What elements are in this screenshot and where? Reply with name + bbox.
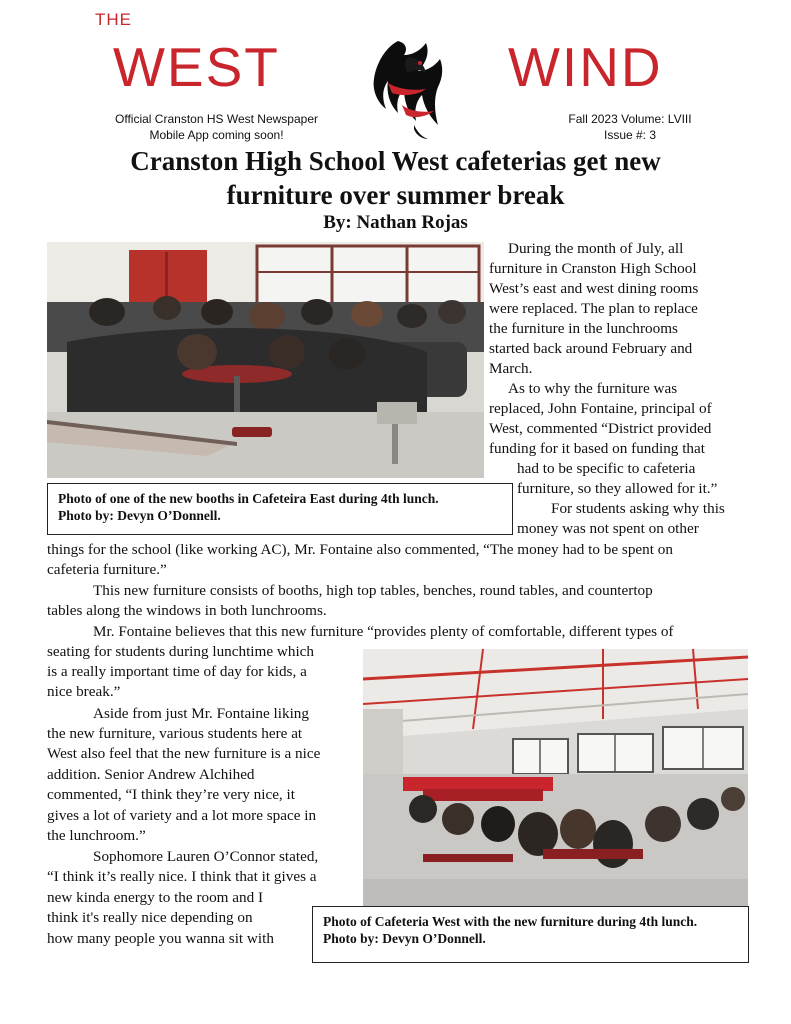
article-byline: By: Nathan Rojas (323, 212, 468, 233)
photo2-caption-credit: Photo by: Devyn O’Donnell. (323, 931, 486, 946)
masthead-left-meta (104, 111, 329, 143)
masthead-west: WEST (113, 36, 280, 98)
hawk-logo-icon (368, 33, 448, 141)
body-line: think it's really nice depending on (47, 909, 253, 926)
volume-label: Fall 2023 Volume: LVIII (568, 112, 692, 126)
body-line: tables along the windows in both lunchrooms. (47, 602, 327, 619)
masthead-the: THE (95, 10, 132, 29)
body-line: nice break.” (47, 683, 121, 700)
photo1-caption-title: Photo of one of the new booths in Cafeteira East during 4th lunch. (58, 491, 439, 506)
body-line: cafeteria furniture.” (47, 561, 167, 578)
body-line: were replaced. The plan to replace (489, 300, 698, 317)
body-line: During the month of July, all (508, 240, 684, 257)
article-headline (40, 144, 751, 212)
body-line: As to why the furniture was (508, 380, 678, 397)
photo1-caption (47, 483, 513, 535)
body-line: “I think it’s really nice. I think that it gives a (47, 868, 317, 885)
body-line: replaced, John Fontaine, principal of (489, 400, 712, 417)
body-line: seating for students during lunchtime which (47, 643, 314, 660)
body-line: new kinda energy to the room and I (47, 889, 264, 906)
newspaper-tagline: Official Cranston HS West Newspaper (115, 112, 318, 126)
body-line: money was not spent on other (517, 520, 699, 537)
body-line: things for the school (like working AC), Mr. Fontaine also commented, “The money had to be spent on (47, 541, 673, 558)
photo-cafeteria-east-booth (47, 242, 484, 478)
photo2-caption-title: Photo of Cafeteria West with the new furniture during 4th lunch. (323, 914, 698, 929)
body-line: West, commented “District provided (489, 420, 712, 437)
issue-label: Issue #: 3 (603, 128, 657, 142)
body-line: Mr. Fontaine believes that this new furniture “provides plenty of comfortable, different types of (93, 623, 674, 640)
masthead-wind: WIND (508, 36, 663, 98)
photo1-caption-credit: Photo by: Devyn O’Donnell. (58, 508, 221, 523)
body-line: had to be specific to cafeteria (517, 460, 696, 477)
body-line: This new furniture consists of booths, high top tables, benches, round tables, and countertop (93, 582, 653, 599)
body-line: gives a lot of variety and a lot more space in (47, 807, 317, 824)
body-line: West’s east and west dining rooms (489, 280, 699, 297)
photo-cafeteria-west (363, 649, 748, 906)
body-line: is a really important time of day for kids, a (47, 663, 307, 680)
body-line: furniture in Cranston High School (489, 260, 697, 277)
body-line: the furniture in the lunchrooms (489, 320, 678, 337)
photo2-caption (312, 906, 749, 963)
body-line: For students asking why this (551, 500, 725, 517)
app-notice: Mobile App coming soon! (149, 128, 284, 142)
body-line: Aside from just Mr. Fontaine liking (93, 705, 309, 722)
body-line: Sophomore Lauren O’Connor stated, (93, 848, 319, 865)
body-line: March. (489, 360, 533, 377)
body-line: funding for it based on funding that (489, 440, 705, 457)
body-line: the new furniture, various students here at (47, 725, 303, 742)
body-line: started back around February and (489, 340, 693, 357)
body-line: addition. Senior Andrew Alchihed (47, 766, 255, 783)
body-line: commented, “I think they’re very nice, it (47, 786, 295, 803)
masthead-right-meta (560, 111, 700, 143)
body-line: how many people you wanna sit with (47, 930, 274, 947)
body-line: the lunchroom.” (47, 827, 146, 844)
body-line: West also feel that the new furniture is a nice (47, 745, 321, 762)
headline-line-2: furniture over summer break (226, 180, 565, 210)
headline-line-1: Cranston High School West cafeterias get new (130, 146, 661, 176)
body-line: furniture, so they allowed for it.” (517, 480, 718, 497)
